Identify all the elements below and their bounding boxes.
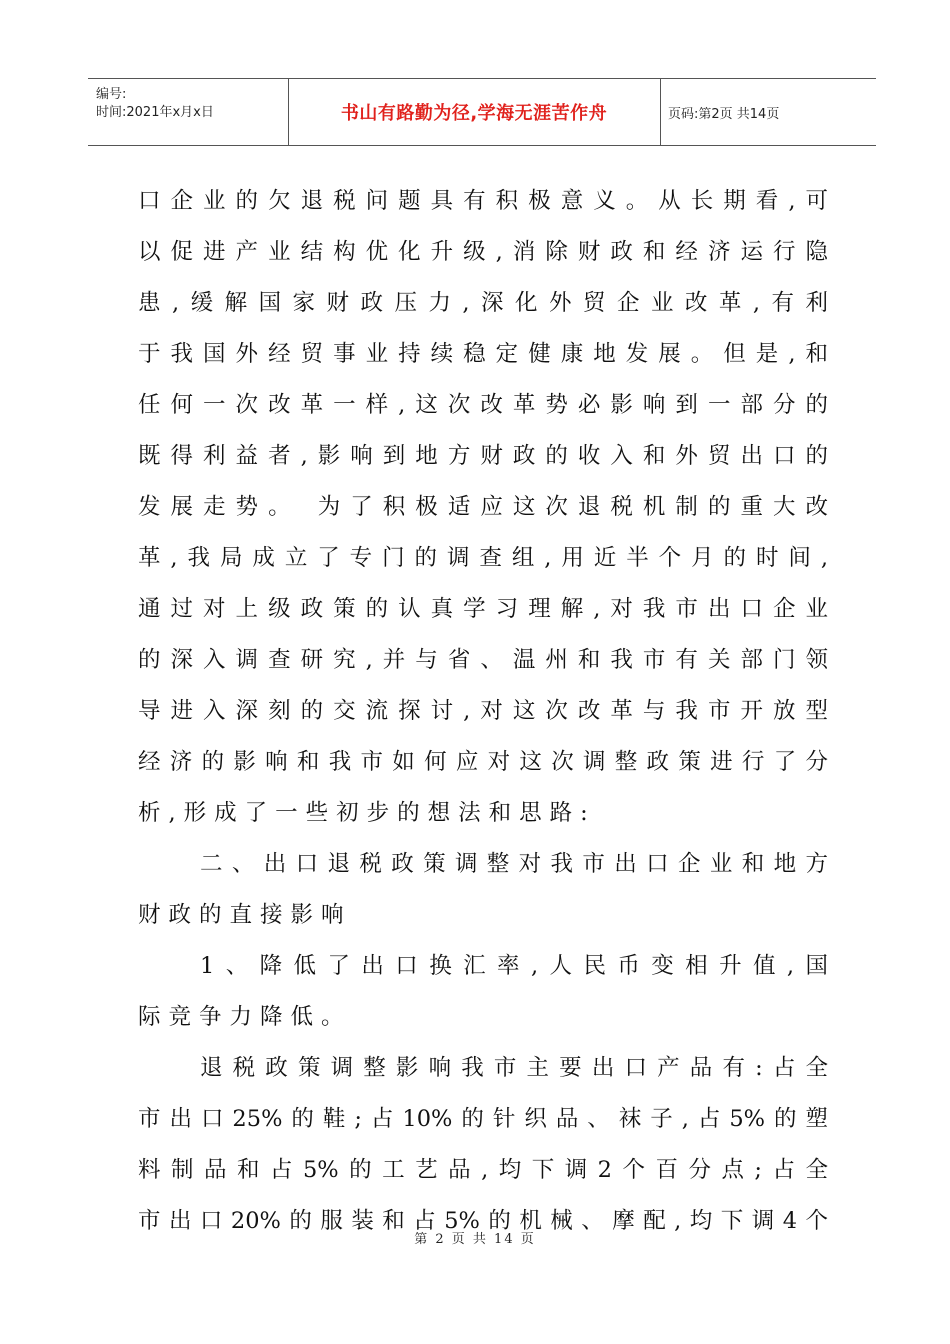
- document-body: [138, 176, 828, 1247]
- document-number-label: 编号:: [96, 87, 127, 102]
- section-heading-line: 财政的直接影响: [138, 902, 352, 928]
- text-line: 以促进产业结构优化升级,消除财政和经济运行隐: [138, 239, 828, 265]
- text-line: 革,我局成立了专门的调查组,用近半个月的时间,: [138, 545, 828, 571]
- header-divider-right: [660, 79, 661, 145]
- page-header: [88, 78, 876, 146]
- header-page-info: 页码:第2页 共14页: [668, 106, 780, 122]
- page-footer: 第 2 页 共 14 页: [414, 1232, 536, 1247]
- text-line: 既得利益者,影响到地方财政的收入和外贸出口的: [138, 443, 828, 469]
- header-motto: 书山有路勤为径,学海无涯苦作舟: [340, 103, 608, 124]
- text-line: 于我国外经贸事业持续稳定健康地发展。但是,和: [138, 341, 828, 367]
- text-line: 市出口20%的服装和占5%的机械、摩配,均下调4个: [138, 1208, 828, 1234]
- text-line: 患,缓解国家财政压力,深化外贸企业改革,有利: [138, 290, 828, 316]
- text-line: 导进入深刻的交流探讨,对这次改革与我市开放型: [138, 698, 828, 724]
- subheading-line: 际竞争力降低。: [138, 1004, 352, 1030]
- text-line: 析,形成了一些初步的想法和思路:: [138, 800, 596, 826]
- subheading-line: 1、降低了出口换汇率,人民币变相升值,国: [200, 953, 828, 979]
- section-heading-line: 二、出口退税政策调整对我市出口企业和地方: [200, 851, 828, 877]
- document-time-label: 时间:2021年x月x日: [96, 105, 214, 120]
- text-line: 退税政策调整影响我市主要出口产品有:占全: [200, 1055, 828, 1081]
- header-meta: [88, 79, 288, 145]
- text-line: 任何一次改革一样,这次改革势必影响到一部分的: [138, 392, 828, 418]
- text-line: 发展走势。 为了积极适应这次退税机制的重大改: [138, 494, 828, 520]
- text-line: 料制品和占5%的工艺品,均下调2个百分点;占全: [138, 1157, 828, 1183]
- text-line: 通过对上级政策的认真学习理解,对我市出口企业: [138, 596, 828, 622]
- text-line: 的深入调查研究,并与省、温州和我市有关部门领: [138, 647, 828, 673]
- text-line: 市出口25%的鞋;占10%的针织品、袜子,占5%的塑: [138, 1106, 828, 1132]
- text-line: 口企业的欠退税问题具有积极意义。从长期看,可: [138, 188, 828, 214]
- text-line: 经济的影响和我市如何应对这次调整政策进行了分: [138, 749, 828, 775]
